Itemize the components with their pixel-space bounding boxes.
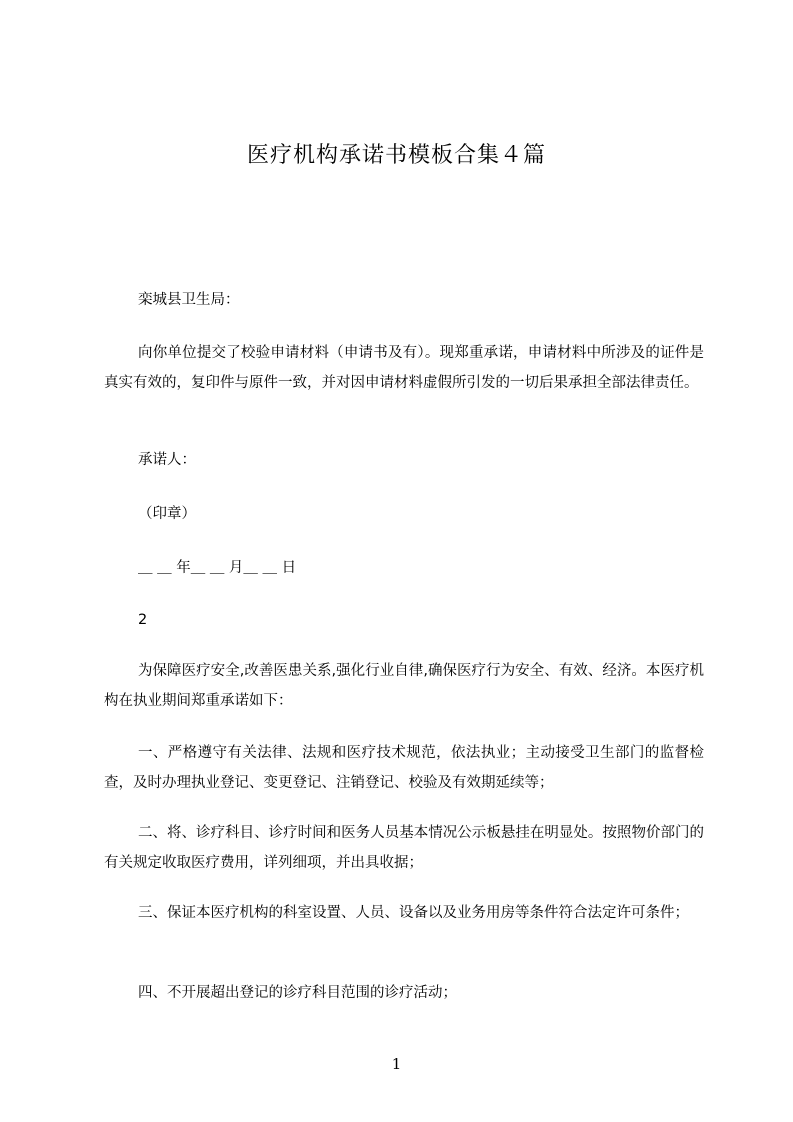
paragraph-intro: 为保障医疗安全,改善医患关系,强化行业自律,确保医疗行为安全、有效、经济。本医疗机构在执业期间郑重承诺如下： (104, 663, 704, 709)
document-title: 医疗机构承诺书模板合集４篇 (246, 143, 546, 168)
promisor-label: 承诺人： (138, 452, 196, 468)
commitment-item-1: 一、严格遵守有关法律、法规和医疗技术规范，依法执业；主动接受卫生部门的监督检查，及时办理执业登记、变更登记、注销登记、校验及有效期延续等； (104, 745, 704, 791)
paragraph-submission: 向你单位提交了校验申请材料（申请书及有）。现郑重承诺，申请材料中所涉及的证件是真实有效的，复印件与原件一致，并对因申请材料虚假所引发的一切后果承担全部法律责任。 (104, 345, 704, 391)
commitment-item-2: 二、将、诊疗科目、诊疗时间和医务人员基本情况公示板悬挂在明显处。按照物价部门的有关规定收取医疗费用，详列细项，并出具收据； (104, 825, 704, 871)
addressee: 栾城县卫生局： (138, 292, 240, 308)
seal-label: （印章） (138, 506, 196, 522)
page-number: 1 (391, 1055, 402, 1073)
commitment-item-4: 四、不开展超出登记的诊疗科目范围的诊疗活动； (138, 985, 457, 1001)
section-number: 2 (138, 612, 148, 628)
commitment-item-3: 三、保证本医疗机构的科室设置、人员、设备以及业务用房等条件符合法定许可条件； (138, 905, 689, 921)
date-line: ＿ ＿ 年＿ ＿ 月＿ ＿ 日 (138, 560, 297, 576)
